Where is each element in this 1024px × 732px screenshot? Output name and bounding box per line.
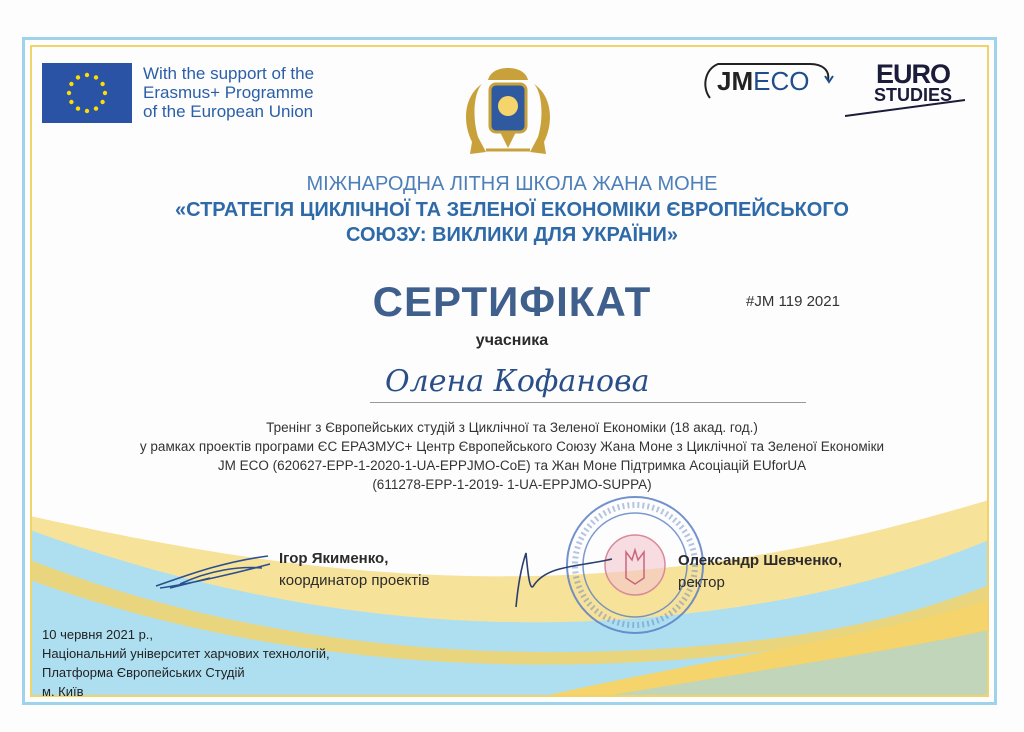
- recipient-name: Олена Кофанова: [385, 364, 650, 399]
- certificate-subtitle: учасника: [475, 332, 549, 349]
- name-underline: [370, 402, 806, 403]
- signature-left-icon: [150, 548, 280, 593]
- description-line: Тренінг з Європейських студій з Циклічної та Зеленої Економіки (18 акад. год.): [266, 420, 758, 435]
- eu-flag-icon: [42, 63, 132, 123]
- certificate-number: #JM 119 2021: [746, 293, 840, 310]
- footer-university: Національний університет харчових технологій,: [42, 646, 330, 661]
- school-title: МІЖНАРОДНА ЛІТНЯ ШКОЛА ЖАНА МОНЕ: [306, 173, 718, 195]
- jmeco-logo-bold: JM: [717, 66, 754, 96]
- description-line: JM ECO (620627-EPP-1-2020-1-UA-EPPJMO-CoE) та Жан Моне Підтримка Асоціацій EUforUA: [217, 458, 807, 473]
- program-title-line2: СОЮЗУ: ВИКЛИКИ ДЛЯ УКРАЇНИ»: [346, 224, 678, 246]
- certificate-title: СЕРТИФІКАТ: [372, 278, 652, 325]
- eu-support-line: With the support of the: [143, 64, 315, 83]
- signatory-1-role: координатор проектів: [279, 572, 430, 589]
- signatory-2-role: ректор: [678, 574, 725, 591]
- eurostudies-logo-top: EURO: [876, 59, 951, 89]
- description-line: у рамках проектів програми ЄС ЕРАЗМУС+ Центр Європейського Союзу Жана Моне з Циклічної та Зеленої Економіки: [139, 439, 885, 454]
- description-line: (611278-EPP-1-2019- 1-UA-EPPJMO-SUPPA): [372, 477, 652, 492]
- university-crest-icon: [452, 62, 564, 162]
- description: [0, 418, 1024, 494]
- eu-support-line: Erasmus+ Programme: [143, 83, 314, 102]
- eu-support-line: of the European Union: [143, 102, 314, 121]
- footer-info: [42, 625, 330, 701]
- eurostudies-logo-bottom: STUDIES: [874, 85, 953, 105]
- footer-platform: Платформа Європейських Студій: [42, 665, 245, 680]
- signatory-2-name: Олександр Шевченко,: [678, 552, 843, 569]
- signature-right-icon: [508, 545, 618, 615]
- footer-city: м. Київ: [42, 684, 84, 699]
- jmeco-logo-text: [717, 66, 809, 97]
- signatory-1-name: Ігор Якименко,: [279, 550, 389, 567]
- jmeco-logo-rest: ECO: [753, 66, 810, 96]
- program-title-line1: «СТРАТЕГІЯ ЦИКЛІЧНОЇ ТА ЗЕЛЕНОЇ ЕКОНОМІКИ ЄВРОПЕЙСЬКОГО: [175, 199, 849, 221]
- footer-date: 10 червня 2021 р.,: [42, 627, 154, 642]
- eu-support-text: [143, 64, 314, 121]
